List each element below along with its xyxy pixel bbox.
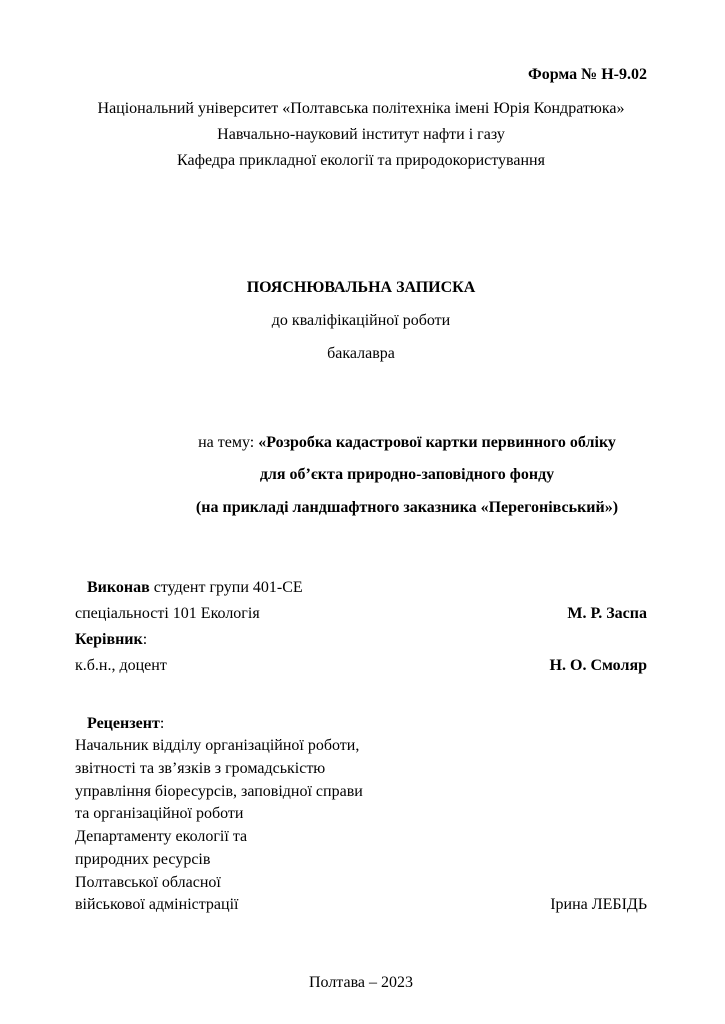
reviewer-title-line: та організаційної роботи (75, 805, 244, 823)
document-title: ПОЯСНЮВАЛЬНА ЗАПИСКА (246, 279, 476, 297)
form-number: Форма № Н-9.02 (527, 66, 647, 83)
topic-line-3: (на прикладі ландшафтного заказника «Перегонівський») (195, 499, 619, 517)
performer-label: Виконав (87, 578, 150, 596)
reviewer-label: Рецензент (87, 714, 160, 732)
specialty-row (75, 601, 647, 627)
supervisor-row (75, 653, 647, 679)
supervisor-colon: : (142, 630, 148, 648)
reviewer-name-row (75, 894, 647, 917)
supervisor-title: к.б.н., доцент (75, 656, 167, 674)
performer-block (75, 575, 647, 679)
topic-title-part-1: «Розробка кадастрової картки первинного обліку (258, 433, 616, 451)
topic-line-1 (167, 427, 647, 460)
degree-label: бакалавра (327, 344, 395, 362)
specialty-label: спеціальності 101 Екологія (75, 604, 260, 622)
footer-city-year: Полтава – 2023 (308, 973, 414, 991)
reviewer-title-line: природних ресурсів (75, 850, 211, 868)
reviewer-label-line (75, 713, 647, 736)
supervisor-line (75, 627, 647, 653)
university-name: Національний університет «Полтавська політехніка імені Юрія Кондратюка» (97, 100, 625, 118)
header-block (75, 96, 647, 174)
reviewer-title-line: Полтавської обласної (75, 873, 221, 891)
document-subtitle: до кваліфікаційної роботи (271, 311, 451, 329)
department-name: Кафедра прикладної екології та природокористування (177, 152, 545, 170)
reviewer-title-last-line: військової адміністрації (75, 896, 239, 914)
topic-prefix: на тему: (198, 433, 259, 451)
title-block (75, 272, 647, 370)
performer-name: М. Р. Заспа (567, 604, 647, 622)
reviewer-title-line: управління біоресурсів, заповідної справи (75, 782, 363, 800)
performer-group: студент групи 401-СЕ (149, 578, 303, 596)
performer-line (75, 575, 647, 601)
reviewer-title-line: Департаменту екології та (75, 828, 248, 846)
supervisor-name: Н. О. Смоляр (549, 656, 647, 674)
reviewer-title-line: Начальник відділу організаційної роботи, (75, 737, 360, 755)
institute-name: Навчально-науковий інститут нафти і газу (217, 126, 505, 144)
reviewer-name: Ірина ЛЕБІДЬ (550, 896, 647, 914)
topic-line-2: для об’єкта природно-заповідного фонду (259, 466, 555, 484)
reviewer-title-line: звітності та зв’язків з громадськістю (75, 759, 326, 777)
reviewer-block (75, 713, 647, 917)
supervisor-label: Керівник (75, 630, 143, 648)
reviewer-colon: : (159, 714, 165, 732)
topic-block (75, 427, 647, 525)
